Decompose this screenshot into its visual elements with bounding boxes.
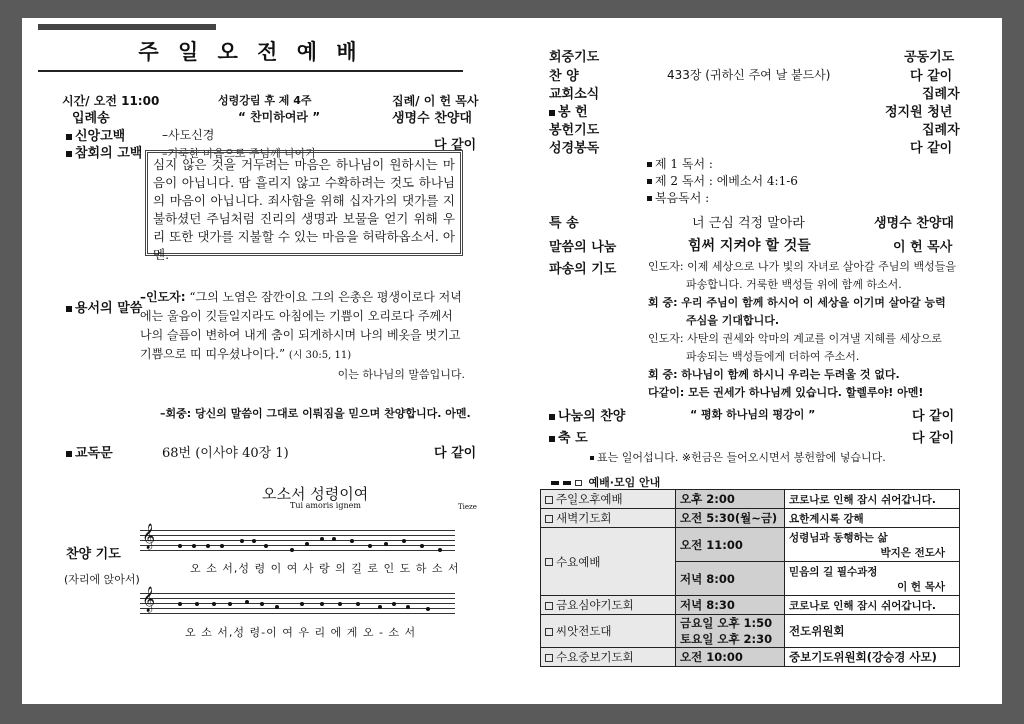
- treble-clef-icon: 𝄞: [142, 524, 156, 549]
- row-mid-hymn: 433장 (귀하신 주여 날 붙드사): [667, 68, 831, 82]
- hymn-title: 오소서 성령이여: [262, 485, 369, 503]
- intro-label: 입례송: [72, 111, 110, 126]
- row-end-prayer: 공동기도: [904, 50, 955, 65]
- table-row: [541, 648, 960, 667]
- schedule-time: 오후 2:00: [676, 490, 785, 509]
- table-row: [541, 490, 960, 509]
- schedule-time: 저녁 8:30: [676, 596, 785, 615]
- schedule-note: 성령님과 동행하는 삶 박지은 전도사: [785, 528, 960, 562]
- sung-prayer-sub: (자리에 앉아서): [64, 573, 140, 586]
- sending-line-8: 다같이: 모든 권세가 하나님께 있습니다. 할렐루야! 아멘!: [648, 386, 924, 399]
- row-label-prayer: 회중기도: [549, 50, 600, 65]
- row-label-offering: 봉 헌: [549, 101, 588, 120]
- schedule-note: 믿음의 길 필수과정 이 헌 목사: [785, 562, 960, 596]
- confession-label: 참회의 고백: [66, 142, 142, 161]
- schedule-title: 예배·모임 안내: [551, 474, 660, 490]
- sending-line-1: 인도자: 이제 세상으로 나가 빛의 자녀로 살아갈 주님의 백성들을: [648, 260, 956, 273]
- sharing-by: 다 같이: [912, 409, 955, 424]
- schedule-name: 금요심야기도회: [541, 596, 676, 615]
- sending-line-2: 파송합니다. 거룩한 백성들 위에 함께 하소서.: [686, 278, 902, 291]
- sending-line-5: 인도자: 사탄의 권세와 악마의 계교를 이겨낼 지혜를 세상으로: [648, 332, 942, 345]
- liturgical-season: 성령강림 후 제 4주: [218, 94, 312, 107]
- hymn-lyrics-1: 오 소 서,성 령 이 여 사 랑 의 길 로 인 도 하 소 서: [190, 562, 460, 575]
- absolution-label: 용서의 말씀: [66, 297, 142, 316]
- service-time: 시간/ 오전 11:00: [62, 94, 160, 108]
- responsive-value: 68번 (이사야 40장 1): [162, 446, 289, 461]
- schedule-table: [540, 489, 960, 667]
- row-label-hymn: 찬 양: [549, 69, 579, 84]
- page-title: 주 일 오 전 예 배: [38, 36, 463, 72]
- intro-by: 생명수 찬양대: [392, 111, 472, 126]
- row-end-news: 집례자: [922, 87, 960, 102]
- reading-3: 복음독서 :: [647, 189, 709, 206]
- reading-1: 제 1 독서 :: [647, 155, 713, 172]
- blessing-label: 축 도: [549, 427, 588, 446]
- sending-line-7: 회 중: 하나님이 함께 하시니 우리는 두려울 것 없다.: [648, 368, 900, 381]
- row-end-hymn: 다 같이: [910, 69, 953, 84]
- schedule-time: 오전 11:00: [676, 528, 785, 562]
- schedule-name: 씨앗전도대: [541, 615, 676, 648]
- absolution-text: “그의 노염은 잠깐이요 그의 은총은 평생이로다 저녁에는 울음이 깃들일지라도 아침에는 기쁨이 오리로다 주께서 나의 슬픔이 변하여 내게 춤이 되게하시며 나의 베옷을 벗기고 기쁨으로 띠 띠우셨나이다.”: [140, 290, 462, 361]
- schedule-name: 새벽기도회: [541, 509, 676, 528]
- confession-sub: –거룩한 마음으로 주님께 나아가: [162, 147, 317, 160]
- intro-song: “ 찬미하여라 ”: [238, 110, 321, 124]
- notice-text: 표는 일어섭니다. ※헌금은 들어오시면서 봉헌함에 넣습니다.: [590, 449, 886, 465]
- absolution-response: –회중: 당신의 말씀이 그대로 이뤄짐을 믿으며 찬양합니다. 아멘.: [160, 407, 471, 420]
- table-row: [541, 615, 960, 648]
- hymn-lyrics-2: 오 소 서,성 령-이 여 우 리 에 게 오 - 소 서: [185, 626, 417, 639]
- sharing-label: 나눔의 찬양: [549, 405, 625, 424]
- schedule-time: 오전 5:30(월~금): [676, 509, 785, 528]
- creed-response: 다 같이: [434, 138, 477, 153]
- creed-value: –사도신경: [162, 128, 215, 142]
- absolution-leader: –인도자:: [140, 290, 186, 304]
- table-row: [541, 509, 960, 528]
- confession-text: 심지 않은 것을 거두려는 마음은 하나님이 원하시는 마음이 아닙니다. 땀 흘리지 않고 수확하려는 것도 하나님의 마음이 아닙니다. 죄사함을 위해 십자가의 댓가를 지불하셨던 주님처럼 진리의 생명과 보물을 얻기 위해 우리 또한 댓가를 지불할 수 있는 마음을 허락하옵소서. 아멘.: [145, 150, 463, 256]
- schedule-note: 중보기도위원회(강승경 사모): [785, 648, 960, 667]
- responsive-label: 교독문: [66, 442, 113, 461]
- absolution-reading: [140, 288, 465, 384]
- schedule-time: 오전 10:00: [676, 648, 785, 667]
- reading-2: 제 2 독서 : 에베소서 4:1-6: [647, 172, 798, 189]
- absolution-ref: (시 30:5, 11): [288, 350, 352, 361]
- hymn-latin: Tui amoris ignem: [290, 501, 361, 510]
- row-end-offering-prayer: 집례자: [922, 123, 960, 138]
- row-label-scripture: 성경봉독: [549, 141, 600, 156]
- service-leader: 집례/ 이 헌 목사: [392, 94, 479, 108]
- special-by: 생명수 찬양대: [874, 216, 954, 231]
- hymn-composer: Tieze: [458, 503, 477, 511]
- sermon-label: 말씀의 나눔: [549, 240, 617, 255]
- schedule-time: 저녁 8:00: [676, 562, 785, 596]
- sharing-song: “ 평화 하나님의 평강이 ”: [690, 408, 816, 421]
- schedule-name: 수요중보기도회: [541, 648, 676, 667]
- schedule-note: 코로나로 인해 잠시 쉬어갑니다.: [785, 490, 960, 509]
- schedule-name: 주일오후예배: [541, 490, 676, 509]
- schedule-time: 금요일 오후 1:50 토요일 오후 2:30: [676, 615, 785, 648]
- music-staff-2: [140, 587, 455, 621]
- schedule-note: 요한계시록 강해: [785, 509, 960, 528]
- special-label: 특 송: [549, 216, 579, 231]
- responsive-response: 다 같이: [434, 446, 477, 461]
- blessing-by: 다 같이: [912, 431, 955, 446]
- row-label-news: 교회소식: [549, 87, 600, 102]
- table-row: [541, 528, 960, 562]
- schedule-note: 코로나로 인해 잠시 쉬어갑니다.: [785, 596, 960, 615]
- treble-clef-icon: 𝄞: [142, 587, 156, 612]
- table-row: [541, 596, 960, 615]
- row-end-scripture: 다 같이: [910, 141, 953, 156]
- sung-prayer-label: 찬양 기도: [66, 547, 121, 562]
- sermon-title: 힘써 지켜야 할 것들: [688, 238, 811, 254]
- sending-line-3: 회 중: 우리 주님이 함께 하시어 이 세상을 이기며 살아갈 능력: [648, 296, 946, 309]
- music-staff-1: [140, 524, 455, 558]
- absolution-close: 이는 하나님의 말씀입니다.: [337, 368, 465, 381]
- decor-bar: [38, 24, 216, 30]
- creed-label: 신앙고백: [66, 125, 125, 144]
- schedule-name: 수요예배: [541, 528, 676, 596]
- schedule-note: 전도위원회: [785, 615, 960, 648]
- special-song: 너 근심 걱정 말아라: [692, 216, 805, 231]
- row-label-offering-prayer: 봉헌기도: [549, 123, 600, 138]
- sermon-by: 이 헌 목사: [893, 240, 953, 255]
- row-end-offering: 정지원 청년: [885, 105, 953, 120]
- sending-line-6: 파송되는 백성들에게 더하여 주소서.: [686, 350, 860, 363]
- sending-label: 파송의 기도: [549, 262, 617, 277]
- sending-line-4: 주심을 기대합니다.: [686, 314, 780, 327]
